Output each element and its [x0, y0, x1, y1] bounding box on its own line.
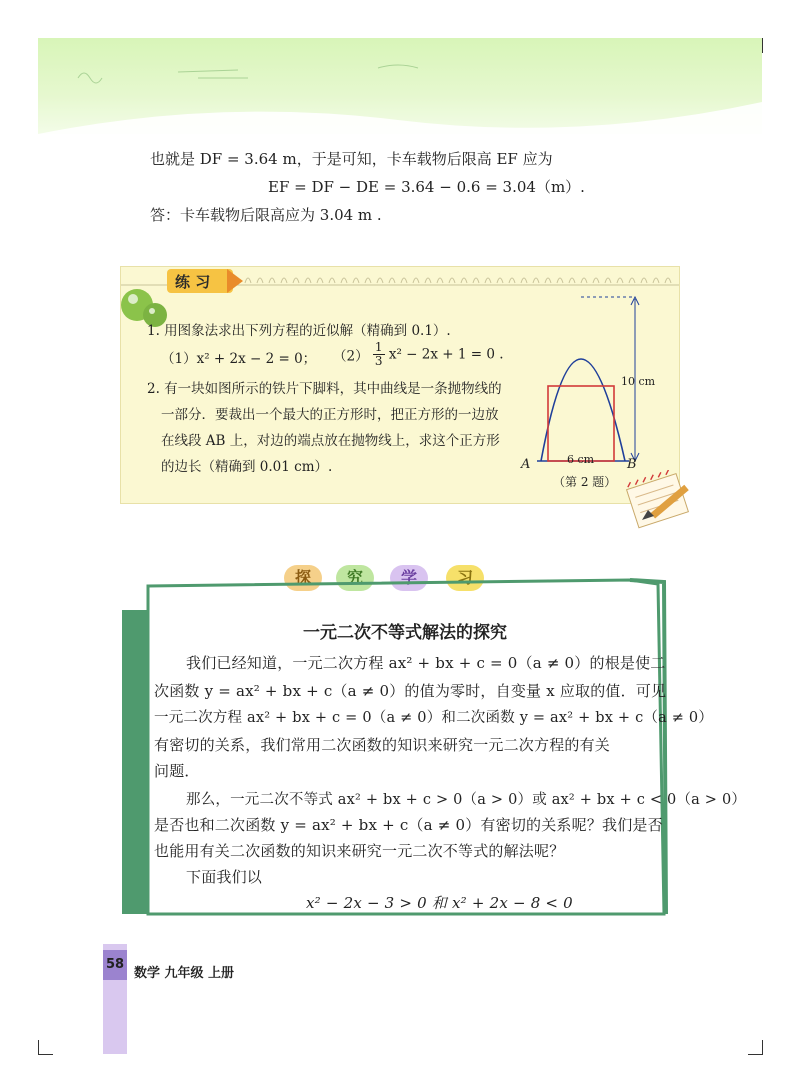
exercise-q2-line-3: 在线段 AB 上，对边的端点放在抛物线上，求这个正方形	[161, 433, 500, 449]
badge-arrow-icon	[227, 269, 243, 293]
exercise-q2-line-2: 一部分．要裁出一个最大的正方形时，把正方形的一边放	[161, 407, 499, 423]
exercise-q2-line-1: 2. 有一块如图所示的铁片下脚料，其中曲线是一条抛物线的	[147, 381, 502, 397]
explore-inequality: x² − 2x − 3 > 0 和 x² + 2x − 8 < 0	[306, 894, 573, 912]
parabola-figure	[517, 289, 677, 489]
inscribed-square	[548, 386, 614, 461]
explore-line-8: 也能用有关二次函数的知识来研究一元二次不等式的解法呢？	[154, 842, 565, 860]
answer-line: 答：卡车载物后限高应为 3.04 m .	[150, 206, 382, 224]
header-band	[38, 38, 762, 134]
explore-line-9: 下面我们以	[186, 868, 263, 886]
explore-line-4: 有密切的关系，我们常用二次函数的知识来研究一元二次方程的有关	[154, 736, 611, 754]
explore-title: 一元二次不等式解法的探究	[303, 623, 507, 643]
fraction-denominator: 3	[374, 354, 383, 368]
exercise-q1-a: （1）x² + 2x − 2 = 0；	[161, 351, 317, 367]
q1b-prefix: （2）	[333, 348, 369, 365]
parabola-curve	[541, 359, 625, 461]
q1b-fraction	[373, 341, 385, 368]
exercise-box	[120, 266, 680, 504]
point-b-label: B	[627, 457, 637, 472]
exercise-q1: 1. 用图象法求出下列方程的近似解（精确到 0.1）.	[147, 323, 451, 339]
page-number: 58	[103, 950, 127, 980]
explore-pill-4: 习	[446, 565, 484, 591]
header-decoration	[38, 38, 762, 134]
text-line-2: EF = DF − DE = 3.64 − 0.6 = 3.04（m）.	[268, 178, 585, 196]
exercise-q1-b	[333, 341, 504, 368]
point-a-label: A	[521, 457, 531, 472]
explore-line-7: 是否也和二次函数 y = ax² + bx + c（a ≠ 0）有密切的关系呢？我们是否	[154, 816, 663, 834]
figure-width-label: 6 cm	[567, 453, 595, 466]
explore-line-6: 那么，一元二次不等式 ax² + bx + c > 0（a > 0）或 ax² + bx + c < 0（a > 0）	[186, 792, 747, 808]
explore-pill-1: 探	[284, 565, 322, 591]
book-title: 数学 九年级 上册	[134, 966, 235, 981]
explore-line-1: 我们已经知道，一元二次方程 ax² + bx + c = 0（a ≠ 0）的根是使二	[186, 654, 666, 672]
crop-mark-bottom-right	[748, 1040, 763, 1055]
figure-caption: （第 2 题）	[553, 475, 617, 489]
explore-line-3: 一元二次方程 ax² + bx + c = 0（a ≠ 0）和二次函数 y = ax² + bx + c（a ≠ 0）	[154, 710, 714, 726]
explore-line-5: 问题．	[154, 762, 200, 780]
q1b-rest: x² − 2x + 1 = 0 .	[388, 346, 504, 363]
figure-height-label: 10 cm	[621, 375, 656, 388]
explore-pill-2: 究	[336, 565, 374, 591]
notebook-pencil-icon	[620, 470, 700, 534]
explore-pill-3: 学	[390, 565, 428, 591]
explore-line-2: 次函数 y = ax² + bx + c（a ≠ 0）的值为零时，自变量 x 应取的值．可见	[154, 682, 667, 700]
fraction-numerator: 1	[374, 340, 383, 354]
exercise-badge-label: 练 习	[175, 273, 211, 291]
exercise-badge	[167, 269, 233, 293]
crop-mark-bottom-left	[38, 1040, 53, 1055]
text-line-1: 也就是 DF = 3.64 m，于是可知，卡车载物后限高 EF 应为	[150, 150, 553, 168]
exercise-q2-line-4: 的边长（精确到 0.01 cm）.	[161, 459, 333, 475]
